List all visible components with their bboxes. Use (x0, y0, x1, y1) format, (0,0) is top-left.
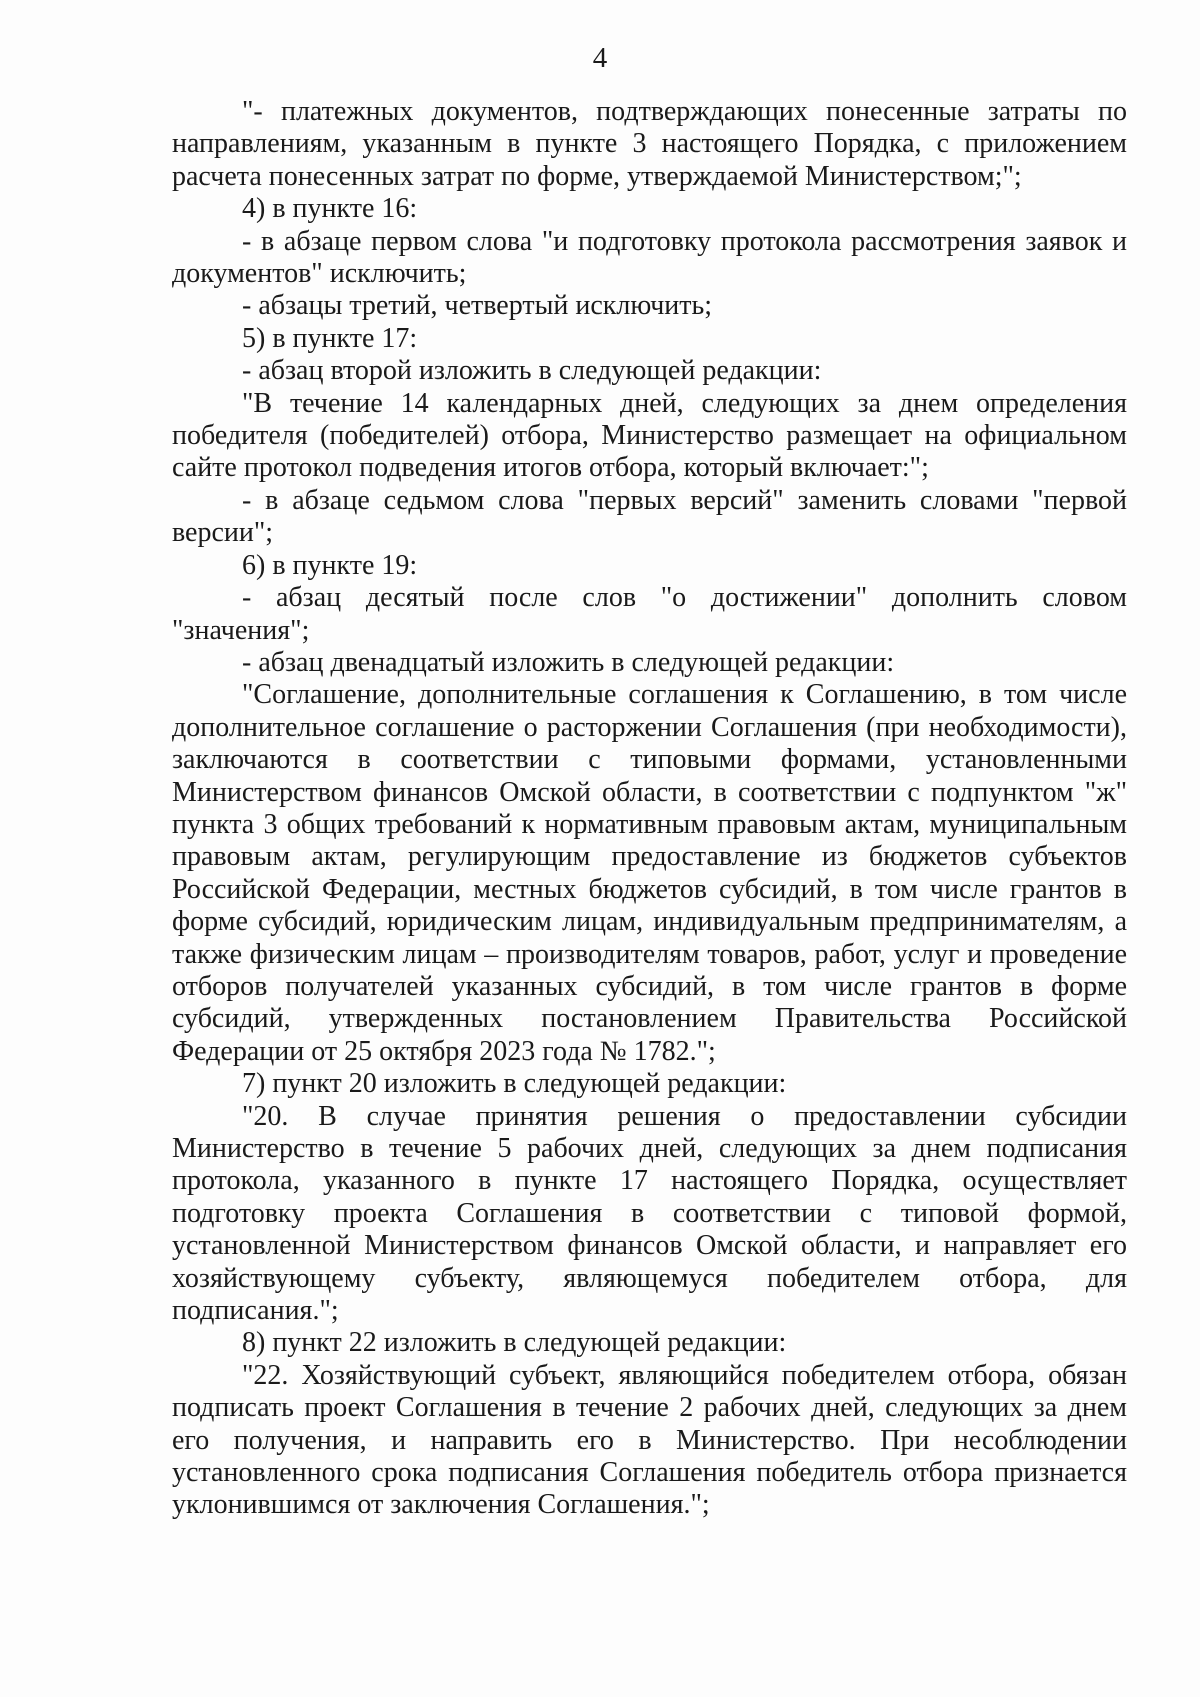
paragraph-item-4-third-fourth: - абзацы третий, четвертый исключить; (242, 290, 713, 322)
paragraph-item-6: 6) в пункте 19: (242, 549, 418, 581)
paragraph-item-4-first-abzac: - в абзаце первом слова "и подготовку протокола рассмотрения заявок и документов" исключить; (172, 225, 1127, 290)
paragraph-payment-documents: "- платежных документов, подтверждающих понесенные затраты по направлениям, указанным в пункте 3 настоящего Порядка, с приложением расчета понесенных затрат по форме, утверждаемой Министерством;"; (172, 96, 1127, 192)
paragraph-item-5-seventh-abzac: - в абзаце седьмом слова "первых версий" заменить словами "первой версии"; (172, 484, 1127, 549)
paragraph-item-8: 8) пункт 22 изложить в следующей редакции: (242, 1327, 787, 1359)
paragraph-item-6-quote: "Соглашение, дополнительные соглашения к Соглашению, в том числе дополнительное соглашение о расторжении Соглашения (при необходимости), заключаются в соответствии с типовыми формами, установленными Министерством финансов Омской области, в соответствии с подпунктом "ж" пункта 3 общих требований к нормативным правовым актам, муниципальным правовым актам, регулирующим предоставление из бюджетов субъектов Российской Федерации, местных бюджетов субсидий, в том числе грантов в форме субсидий, юридическим лицам, индивидуальным предпринимателям, а также физическим лицам – производителям товаров, работ, услуг и проведение отборов получателей указанных субсидий, в том числе грантов в форме субсидий, утвержденных постановлением Правительства Российской Федерации от 25 октября 2023 года № 1782."; (172, 679, 1127, 1067)
paragraph-item-7-quote: "20. В случае принятия решения о предоставлении субсидии Министерство в течение 5 рабочих дней, следующих за днем подписания протокола, указанного в пункте 17 настоящего Порядка, осуществляет подготовку проекта Соглашения в соответствии с типовой формой, установленной Министерством финансов Омской области, и направляет его хозяйствующему субъекту, являющемуся победителем отбора, для подписания."; (172, 1100, 1127, 1327)
paragraph-item-8-quote: "22. Хозяйствующий субъект, являющийся победителем отбора, обязан подписать проект Соглашения в течение 2 рабочих дней, следующих за днем его получения, и направить его в Министерство. При несоблюдении установленного срока подписания Соглашения победитель отбора признается уклонившимся от заключения Соглашения."; (172, 1359, 1127, 1521)
page-number: 4 (592, 42, 608, 74)
paragraph-item-6-twelfth-abzac: - абзац двенадцатый изложить в следующей редакции: (242, 646, 895, 678)
paragraph-item-6-tenth-abzac: - абзац десятый после слов "о достижении" дополнить словом "значения"; (172, 582, 1127, 646)
paragraph-item-5-second-abzac: - абзац второй изложить в следующей редакции: (242, 355, 822, 387)
paragraph-item-7: 7) пункт 20 изложить в следующей редакции: (242, 1068, 787, 1100)
paragraph-item-5: 5) в пункте 17: (242, 322, 418, 354)
paragraph-item-5-quote: "В течение 14 календарных дней, следующих за днем определения победителя (победителей) отбора, Министерство размещает на официальном сайте протокол подведения итогов отбора, который включает:"; (172, 387, 1127, 484)
document-body (172, 96, 1127, 1522)
paragraph-item-4: 4) в пункте 16: (242, 193, 418, 225)
